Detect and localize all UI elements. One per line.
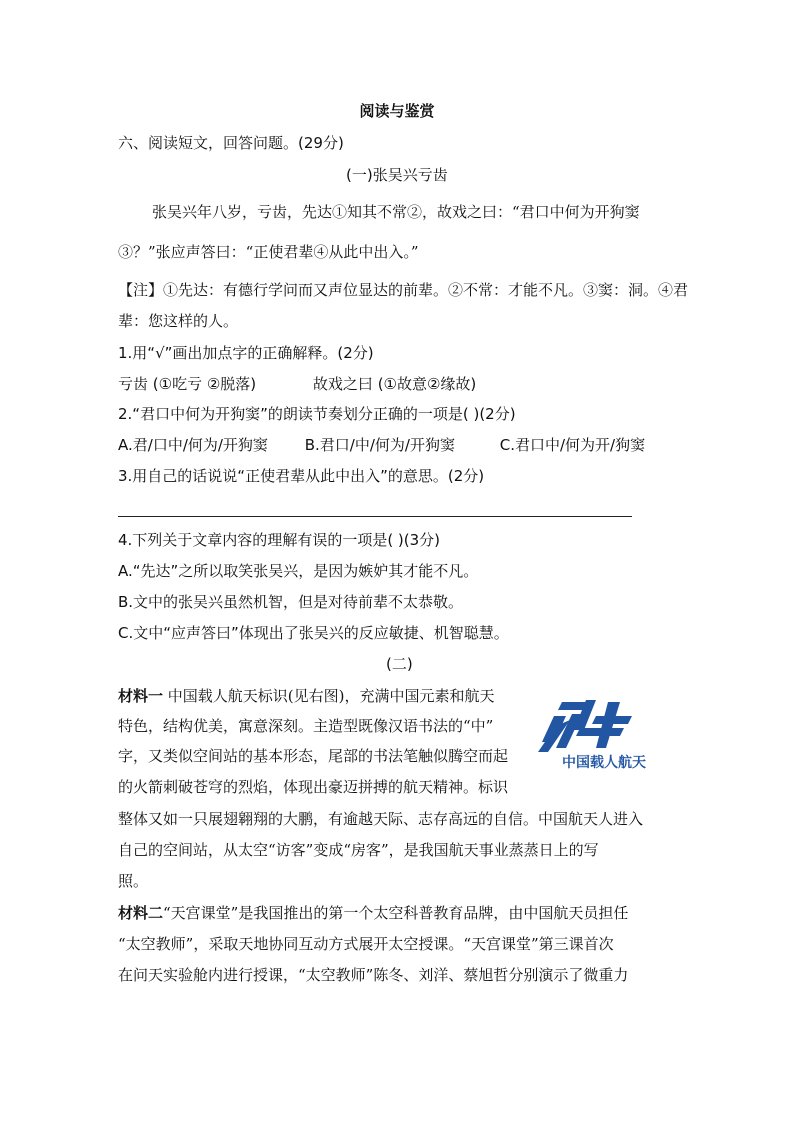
question-3: 3.用自己的话说说“正使君辈从此中出入”的意思。(2分) xyxy=(118,467,485,485)
question-4-option-a: A.“先达”之所以取笑张吴兴，是因为嫉妒其才能不凡。 xyxy=(118,562,479,580)
question-six-heading: 六、阅读短文，回答问题。(29分) xyxy=(118,134,344,152)
material-1-line-6: 自己的空间站，从太空“访客”变成“房客”，是我国航天事业蒸蒸日上的写 xyxy=(118,841,599,859)
material-2-line-3: 在问天实验舱内进行授课，“太空教师”陈冬、刘洋、蔡旭哲分别演示了微重力 xyxy=(118,966,629,984)
question-2-option-b: B.君口/中/何为/开狗窦 xyxy=(304,436,455,454)
section-title: 阅读与鉴赏 xyxy=(359,102,435,120)
answer-blank-line[interactable] xyxy=(118,516,632,517)
material-2-line-2: “太空教师”，采取天地协同互动方式展开太空授课。“天宫课堂”第三课首次 xyxy=(118,935,614,953)
question-1: 1.用“√”画出加点字的正确解释。(2分) xyxy=(118,344,374,362)
china-manned-space-emblem-icon xyxy=(536,696,672,752)
material-1-line-2: 特色，结构优美，寓意深刻。主造型既像汉语书法的“中” xyxy=(118,717,494,735)
material-1-line-4: 的火箭刺破苍穹的烈焰，体现出豪迈拼搏的航天精神。标识 xyxy=(118,778,509,796)
material-1-line-1: 材料一 中国载人航天标识(见右图)，充满中国元素和航天 xyxy=(118,687,495,705)
question-4: 4.下列关于文章内容的理解有误的一项是( )(3分) xyxy=(118,531,441,549)
material-1-line-5: 整体又如一只展翅翱翔的大鹏，有逾越天际、志存高远的自信。中国航天人进入 xyxy=(118,810,644,828)
material-1-line-3: 字，又类似空间站的基本形态，尾部的书法笔触似腾空而起 xyxy=(118,747,509,765)
question-1-items xyxy=(118,374,476,394)
question-2-option-a: A.君/口中/何为/开狗窦 xyxy=(118,436,268,454)
question-2-options xyxy=(118,435,645,455)
china-manned-space-logo xyxy=(536,696,672,784)
part2-title: (二) xyxy=(386,655,413,673)
part1-title: (一)张吴兴亏齿 xyxy=(346,166,448,184)
question-4-option-c: C.文中“应声答曰”体现出了张吴兴的反应敏捷、机智聪慧。 xyxy=(118,624,509,642)
question-4-option-b: B.文中的张吴兴虽然机智，但是对待前辈不太恭敬。 xyxy=(118,593,464,611)
question-1-item-1: 亏齿 (①吃亏 ②脱落) xyxy=(118,375,257,393)
question-1-item-2: 故戏之曰 (①故意②缘故) xyxy=(312,375,477,393)
passage-line-1: 张吴兴年八岁，亏齿，先达①知其不常②，故戏之曰：“君口中何为开狗窦 xyxy=(152,203,640,221)
passage-line-2: ③？”张应声答曰：“正使君辈④从此中出入。” xyxy=(118,243,419,261)
material-1-label: 材料一 xyxy=(118,687,164,705)
question-2-option-c: C.君口中/何为开/狗窦 xyxy=(499,436,646,454)
material-1-line-7: 照。 xyxy=(118,872,149,890)
annotation-line-1: 【注】①先达：有德行学问而又声位显达的前辈。②不常：才能不凡。③窦：洞。④君 xyxy=(118,281,689,299)
material-2-line-1: 材料二“天宫课堂”是我国推出的第一个太空科普教育品牌，由中国航天员担任 xyxy=(118,904,629,922)
material-2-label: 材料二 xyxy=(118,904,164,922)
annotation-line-2: 辈：您这样的人。 xyxy=(118,312,239,330)
question-2: 2.“君口中何为开狗窦”的朗读节奏划分正确的一项是( )(2分) xyxy=(118,405,516,423)
logo-caption: 中国载人航天 xyxy=(562,755,646,771)
